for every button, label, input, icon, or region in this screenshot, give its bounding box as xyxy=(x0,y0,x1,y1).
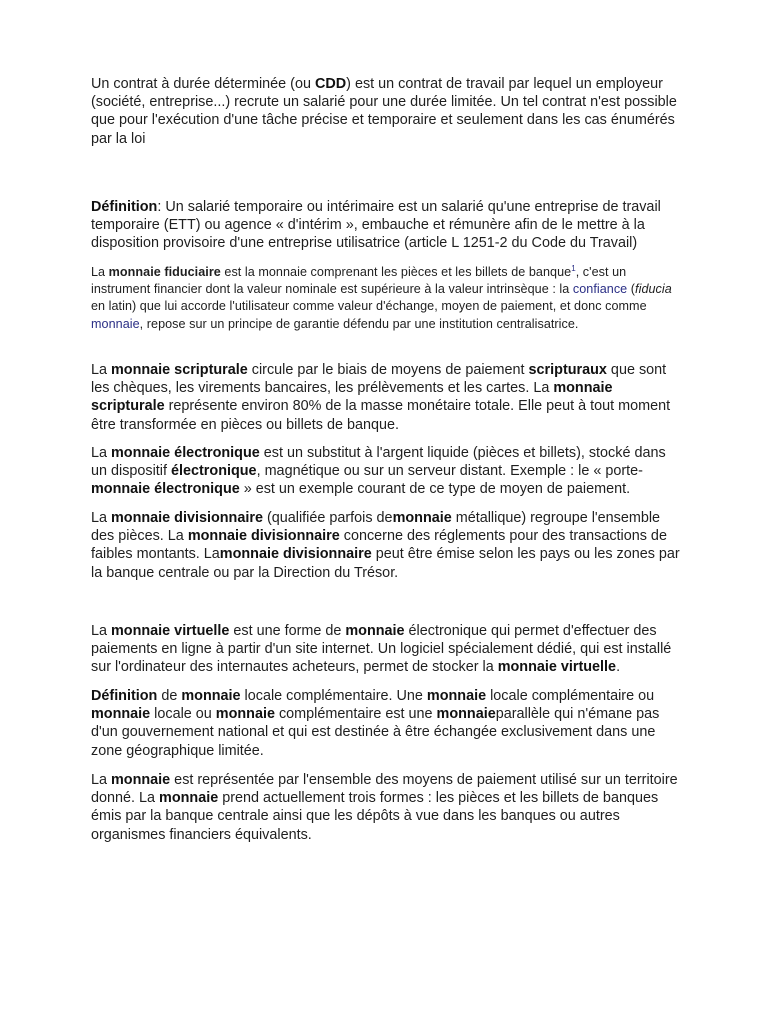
text: , c'est un instrument financier dont la valeur nominale est supérieure à la valeur intrinsèque : la xyxy=(91,265,627,297)
text: en latin) que lui accorde l'utilisateur comme valeur d'échange, moyen de paiement, et donc comme xyxy=(91,299,647,314)
bold-term: monnaie scripturale xyxy=(91,380,613,415)
text: La xyxy=(91,362,112,378)
paragraph-monnaie-locale xyxy=(91,687,685,760)
bold-term: scripturaux xyxy=(528,362,607,378)
text: ( xyxy=(627,282,636,297)
text: concerne des réglements pour des transactions de faibles montants. La xyxy=(91,528,667,563)
text: est représentée par l'ensemble des moyens de paiement utilisé sur un territoire donné. La xyxy=(91,772,678,807)
text: » est un exemple courant de ce type de moyen de paiement. xyxy=(239,481,631,498)
bold-term: monnaie électronique xyxy=(111,445,260,461)
text: La xyxy=(91,265,109,279)
bold-term: monnaie xyxy=(215,706,275,723)
bold-term: monnaie xyxy=(426,688,487,704)
text: peut être émise selon les pays ou les zones par la banque centrale ou par la Direction du Trésor. xyxy=(91,546,680,581)
bold-term: Définition xyxy=(91,199,158,215)
bold-term: monnaie fiduciaire xyxy=(108,265,221,279)
text: électronique qui permet d'effectuer des paiements en ligne à partir d'un site internet. Un logiciel spécialement dédié, qui est installé sur l'ordinateur des internautes acheteurs, permet de stocker la xyxy=(91,623,672,676)
text: métallique) regroupe l'ensemble des pièces. La xyxy=(91,510,661,545)
bold-term: monnaie xyxy=(91,706,151,723)
link-monnaie[interactable]: monnaie xyxy=(91,316,140,331)
bold-term: électronique xyxy=(171,463,257,480)
text: est la monnaie comprenant les pièces et les billets de banque xyxy=(220,265,572,279)
text: de xyxy=(157,688,182,704)
bold-term: CDD xyxy=(314,76,347,92)
text: locale complémentaire ou xyxy=(486,688,655,704)
bold-term: monnaie xyxy=(159,790,219,807)
text: : Un salarié temporaire ou intérimaire est un salarié qu'une entreprise de travail temporaire (ETT) ou agence « d'intérim », embauche et rémunère afin de le mettre à la disposition provisoire d'une entreprise utilisatrice (article L 1251-2 du Code du Travail) xyxy=(91,199,661,252)
text: que sont les chèques, les virements bancaires, les prélèvements et les cartes. La xyxy=(91,362,667,397)
text: La xyxy=(91,623,112,639)
link-confiance[interactable]: confiance xyxy=(572,282,628,297)
text: , magnétique ou sur un serveur distant. Exemple : le « porte- xyxy=(256,463,643,480)
bold-term: monnaie scripturale xyxy=(111,362,248,378)
bold-term: Définition xyxy=(91,688,158,704)
text: locale ou xyxy=(150,706,216,723)
bold-term: monnaie divisionnaire xyxy=(111,510,263,526)
bold-term: monnaie divisionnaire xyxy=(219,546,372,563)
bold-term: monnaie xyxy=(181,688,241,704)
bold-term: monnaie xyxy=(392,510,452,526)
bold-term: monnaie xyxy=(436,706,496,723)
bold-term: monnaie électronique xyxy=(91,481,240,498)
paragraph-monnaie-formes xyxy=(91,771,685,844)
text: . xyxy=(616,659,621,676)
text: est un substitut à l'argent liquide (pièces et billets), stocké dans un dispositif xyxy=(91,445,666,480)
paragraph-definition-interim xyxy=(91,198,685,253)
bold-term: monnaie xyxy=(111,772,171,788)
text: est une forme de xyxy=(229,623,346,639)
text: complémentaire est une xyxy=(274,706,437,723)
paragraph-monnaie-virtuelle xyxy=(91,622,685,677)
footnote-link[interactable]: 1 xyxy=(571,263,576,273)
text: La xyxy=(91,510,112,526)
text: prend actuellement trois formes : les pièces et les billets de banques émis par la banque centrale ainsi que les dépôts à vue dans les banques ou autres organismes financiers équivalents. xyxy=(91,790,659,843)
text: ) est un contrat de travail par lequel un employeur (société, entreprise...) recrute un salarié pour une durée limitée. Un tel contrat n'est possible que pour l'exécution d'une tâche précise et temporaire et seulement dans les cas énumérés par la loi xyxy=(91,76,677,147)
bold-term: monnaie xyxy=(345,623,405,639)
text: circule par le biais de moyens de paiement xyxy=(247,362,529,378)
bold-term: monnaie virtuelle xyxy=(111,623,230,639)
italic-term: fiducia xyxy=(635,282,672,297)
text: représente environ 80% de la masse monétaire totale. Elle peut à tout moment être transformée en pièces ou billets de banque. xyxy=(91,398,671,433)
text: parallèle qui n'émane pas d'un gouvernement national et qui est destinée à être échangée exclusivement dans une zone géographique limitée. xyxy=(91,706,660,759)
paragraph-monnaie-scripturale xyxy=(91,361,685,434)
paragraph-monnaie-fiduciaire xyxy=(91,264,685,333)
text: (qualifiée parfois de xyxy=(262,510,393,526)
bold-term: monnaie virtuelle xyxy=(497,659,617,676)
text: , repose sur un principe de garantie défendu par une institution centralisatrice. xyxy=(139,316,579,331)
text: La xyxy=(91,445,112,461)
paragraph-monnaie-divisionnaire xyxy=(91,509,685,582)
text: La xyxy=(91,772,112,788)
paragraph-cdd xyxy=(91,75,685,148)
paragraph-monnaie-electronique xyxy=(91,444,685,499)
text: Un contrat à durée déterminée (ou xyxy=(91,76,315,92)
bold-term: monnaie divisionnaire xyxy=(187,528,340,545)
text: locale complémentaire. Une xyxy=(240,688,427,704)
